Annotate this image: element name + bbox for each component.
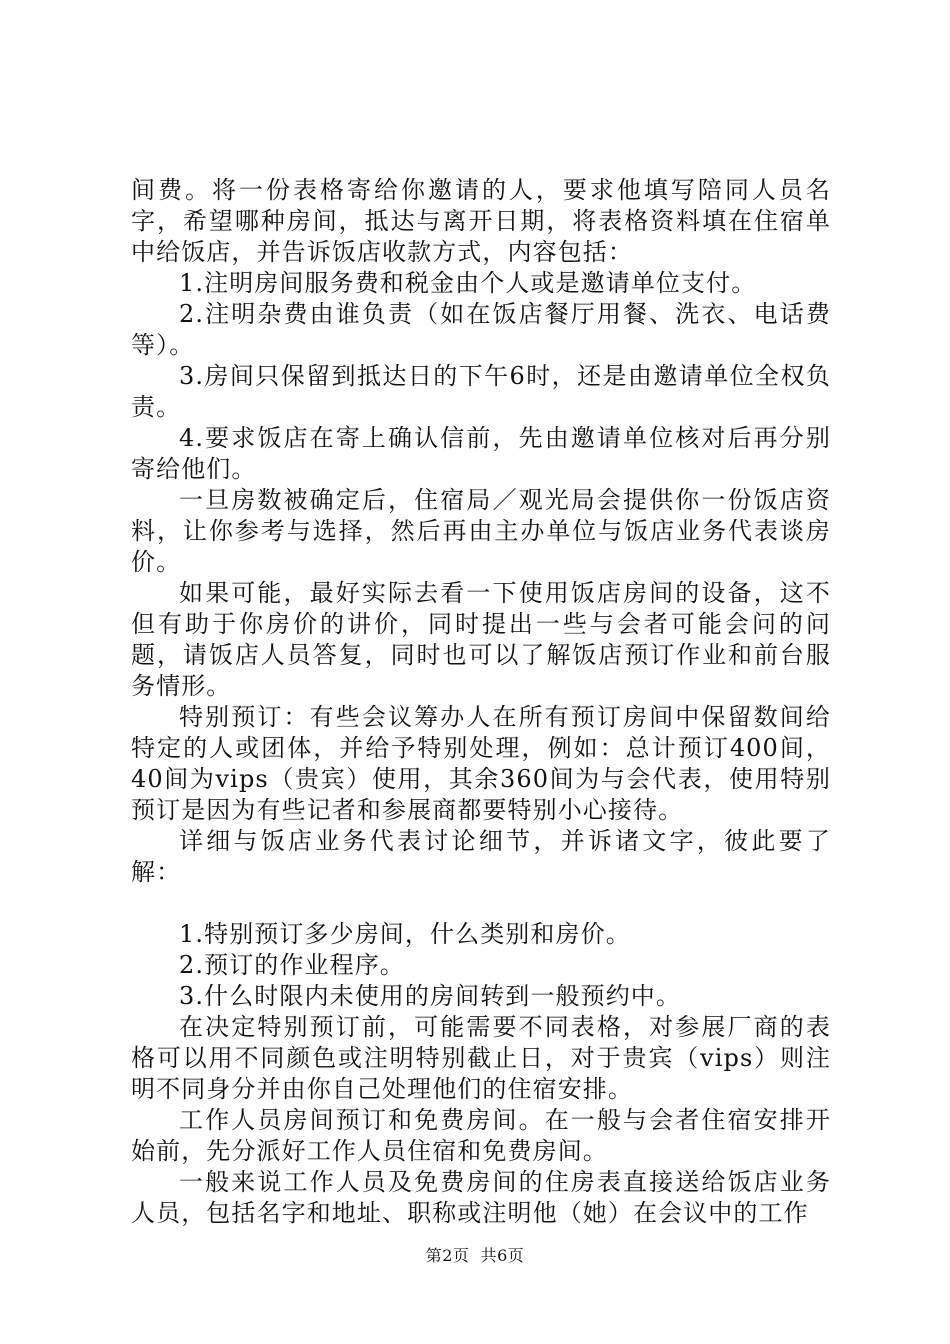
list-item: 2.预订的作业程序。 (179, 951, 405, 979)
list-item: 4.要求饭店在寄上确认信前，先由邀请单位核对后再分别寄给他们。 (131, 424, 831, 483)
document-body (131, 175, 831, 1229)
paragraph: 详细与饭店业务代表讨论细节，并诉诸文字，彼此要了解： (131, 827, 831, 886)
list-item: 2.注明杂费由谁负责（如在饭店餐厅用餐、洗衣、电话费等）。 (131, 300, 831, 359)
list-item: 3.房间只保留到抵达日的下午6时，还是由邀请单位全权负责。 (131, 362, 831, 421)
paragraph: 一旦房数被确定后，住宿局／观光局会提供你一份饭店资料，让你参考与选择，然后再由主办单位与饭店业务代表谈房价。 (131, 486, 831, 576)
list-item: 1.特别预订多少房间，什么类别和房价。 (179, 920, 631, 948)
list-item: 3.什么时限内未使用的房间转到一般预约中。 (179, 982, 681, 1010)
paragraph: 一般来说工作人员及免费房间的住房表直接送给饭店业务人员，包括名字和地址、职称或注明他（她）在会议中的工作 (131, 1168, 831, 1227)
paragraph: 如果可能，最好实际去看一下使用饭店房间的设备，这不但有助于你房价的讲价，同时提出一些与会者可能会问的问题，请饭店人员答复，同时也可以了解饭店预订作业和前台服务情形。 (131, 579, 831, 700)
list-item: 1.注明房间服务费和税金由个人或是邀请单位支付。 (179, 269, 757, 297)
page-number-label: 第2页 共6页 (425, 1246, 525, 1265)
paragraph: 在决定特别预订前，可能需要不同表格，对参展厂商的表格可以用不同颜色或注明特别截止日，对于贵宾（vips）则注明不同身分并由你自己处理他们的住宿安排。 (131, 1013, 831, 1103)
paragraph: 特别预订：有些会议筹办人在所有预订房间中保留数间给特定的人或团体，并给予特别处理，例如：总计预订400间，40间为vips（贵宾）使用，其余360间为与会代表，使用特别预订是因为有些记者和参展商都要特别小心接待。 (131, 703, 831, 824)
page-footer (0, 1243, 950, 1266)
paragraph: 工作人员房间预订和免费房间。在一般与会者住宿安排开始前，先分派好工作人员住宿和免费房间。 (131, 1106, 831, 1165)
paragraph: 间费。将一份表格寄给你邀请的人，要求他填写陪同人员名字，希望哪种房间，抵达与离开日期，将表格资料填在住宿单中给饭店，并告诉饭店收款方式，内容包括： (131, 176, 831, 266)
